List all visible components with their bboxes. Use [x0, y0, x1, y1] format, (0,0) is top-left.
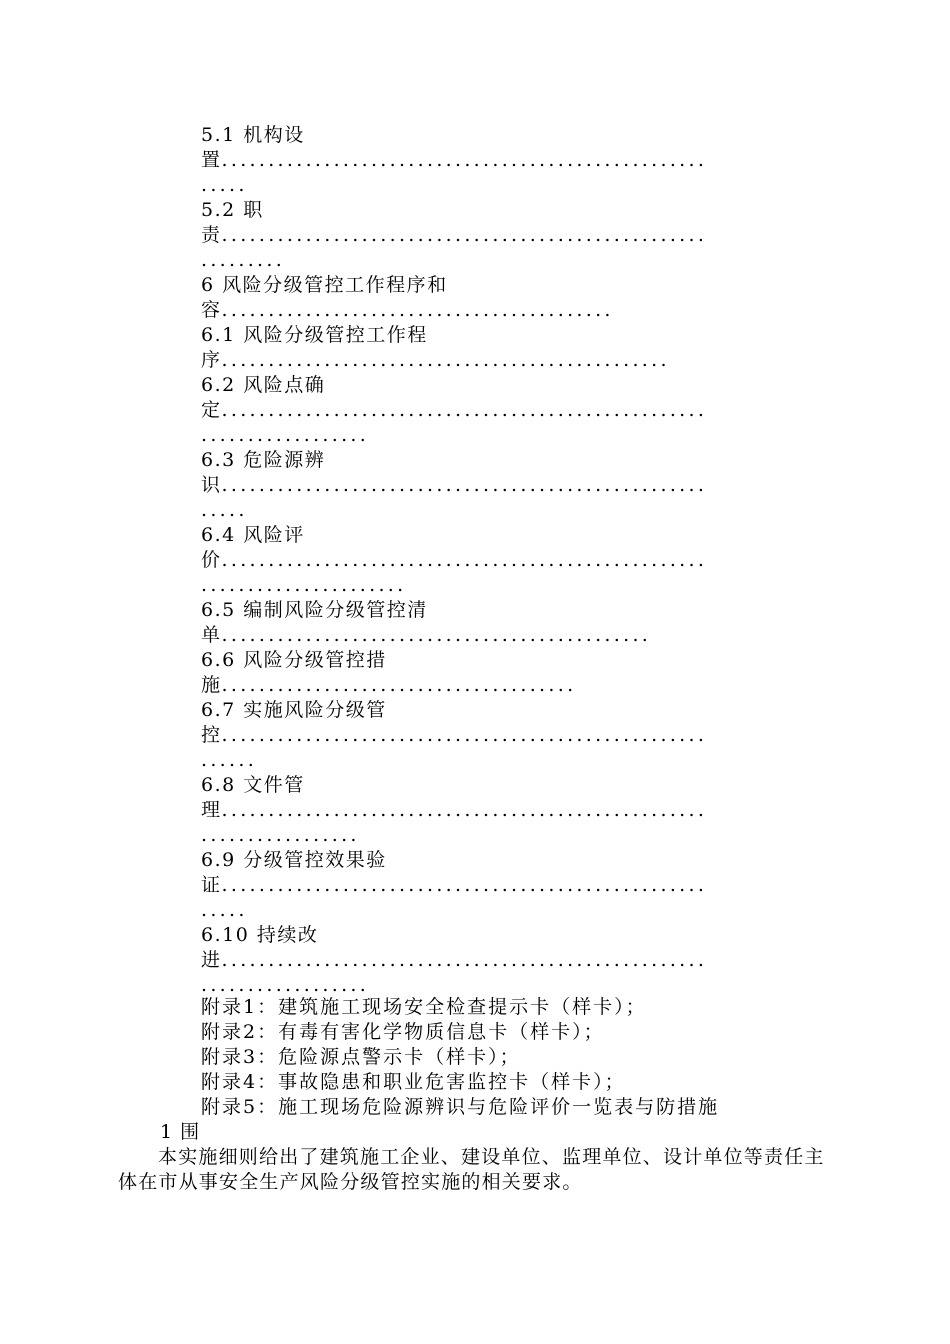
toc-entry-heading: 6.3 危险源辨 — [201, 449, 326, 471]
toc-entry-heading: 6.5 编制风险分级管控清 — [201, 599, 428, 621]
toc-entry-tail: 施 — [201, 674, 222, 696]
toc-leader-dots: .................................................... — [221, 149, 708, 171]
toc-entry-heading: 6.2 风险点确 — [201, 374, 326, 396]
toc-leader-dots: .................. — [201, 424, 370, 446]
toc-leader-dots: .................. — [201, 974, 370, 996]
toc-entry-tail: 置 — [201, 149, 222, 171]
toc-entry-leader — [201, 798, 806, 823]
toc-entry-heading: 6.6 风险分级管控措 — [201, 649, 387, 671]
toc-leader-dots: .................................................... — [221, 399, 708, 421]
toc-entry-tail: 证 — [201, 874, 222, 896]
toc-entry-heading: 6.1 风险分级管控工作程 — [201, 324, 428, 346]
toc-entry-heading: 5.1 机构设 — [201, 124, 305, 146]
toc-entry-tail: 价 — [201, 549, 222, 571]
toc-leader-dots: .......................................... — [221, 299, 614, 321]
toc-entry-leader — [201, 723, 806, 748]
toc-leader-dots: .................................................... — [221, 224, 708, 246]
toc-leader-dots: ................................................ — [221, 349, 670, 371]
toc-entry-tail: 识 — [201, 474, 222, 496]
toc-leader-dots: ................. — [201, 824, 360, 846]
toc-entry-heading: 6.10 持续改 — [201, 924, 319, 946]
toc-entry-tail: 责 — [201, 224, 222, 246]
toc-leader-dots: ...... — [201, 749, 258, 771]
toc-entry-tail: 序 — [201, 349, 222, 371]
body-paragraph: 本实施细则给出了建筑施工企业、建设单位、监理单位、设计单位等责任主体在市从事安全生产风险分级管控实施的相关要求。 — [118, 1146, 825, 1193]
toc-leader-dots: .................................................... — [221, 549, 708, 571]
toc-entry-leader — [201, 223, 806, 248]
toc-entry-tail: 控 — [201, 724, 222, 746]
toc-entry-leader — [201, 673, 806, 698]
appendix-item: 附录3：危险源点警示卡（样卡）； — [201, 1046, 521, 1068]
appendix-item: 附录1：建筑施工现场安全检查提示卡（样卡）； — [201, 996, 647, 1018]
toc-entry-leader — [201, 623, 806, 648]
toc-leader-dots: .............................................. — [221, 624, 652, 646]
toc-entry-leader — [201, 348, 806, 373]
section-title: 1 围 — [160, 1121, 201, 1143]
toc-leader-dots: .................................................... — [221, 874, 708, 896]
toc-entry-heading: 6.9 分级管控效果验 — [201, 849, 387, 871]
toc-entry-tail: 定 — [201, 399, 222, 421]
appendix-item: 附录4：事故隐患和职业危害监控卡（样卡）； — [201, 1071, 626, 1093]
toc-entry-leader — [201, 398, 806, 423]
toc-leader-dots: .................................................... — [221, 799, 708, 821]
toc-entry-leader — [201, 948, 806, 973]
toc-entry-heading: 6.7 实施风险分级管 — [201, 699, 387, 721]
toc-entry-heading: 6.8 文件管 — [201, 774, 305, 796]
appendix-item: 附录5：施工现场危险源辨识与危险评价一览表与防措施 — [201, 1096, 720, 1118]
table-of-contents — [201, 123, 806, 998]
toc-entry-heading: 6.4 风险评 — [201, 524, 305, 546]
toc-leader-dots: .................................................... — [221, 949, 708, 971]
toc-entry-leader — [201, 873, 806, 898]
toc-entry-leader — [201, 298, 806, 323]
toc-entry-heading: 6 风险分级管控工作程序和 — [201, 274, 448, 296]
toc-leader-dots: ..... — [201, 174, 248, 196]
toc-leader-dots: .................................................... — [221, 474, 708, 496]
toc-entry-leader — [201, 473, 806, 498]
toc-entry-leader — [201, 548, 806, 573]
toc-leader-dots: ...................... — [201, 574, 407, 596]
appendix-item: 附录2：有毒有害化学物质信息卡（样卡）； — [201, 1021, 605, 1043]
toc-leader-dots: .................................................... — [221, 724, 708, 746]
toc-leader-dots: ..... — [201, 499, 248, 521]
toc-entry-leader — [201, 148, 806, 173]
toc-leader-dots: ......... — [201, 249, 286, 271]
toc-entry-tail: 单 — [201, 624, 222, 646]
toc-leader-dots: ...................................... — [221, 674, 577, 696]
toc-entry-tail: 容 — [201, 299, 222, 321]
toc-entry-tail: 进 — [201, 949, 222, 971]
toc-entry-tail: 理 — [201, 799, 222, 821]
toc-entry-heading: 5.2 职 — [201, 199, 264, 221]
toc-leader-dots: ..... — [201, 899, 248, 921]
